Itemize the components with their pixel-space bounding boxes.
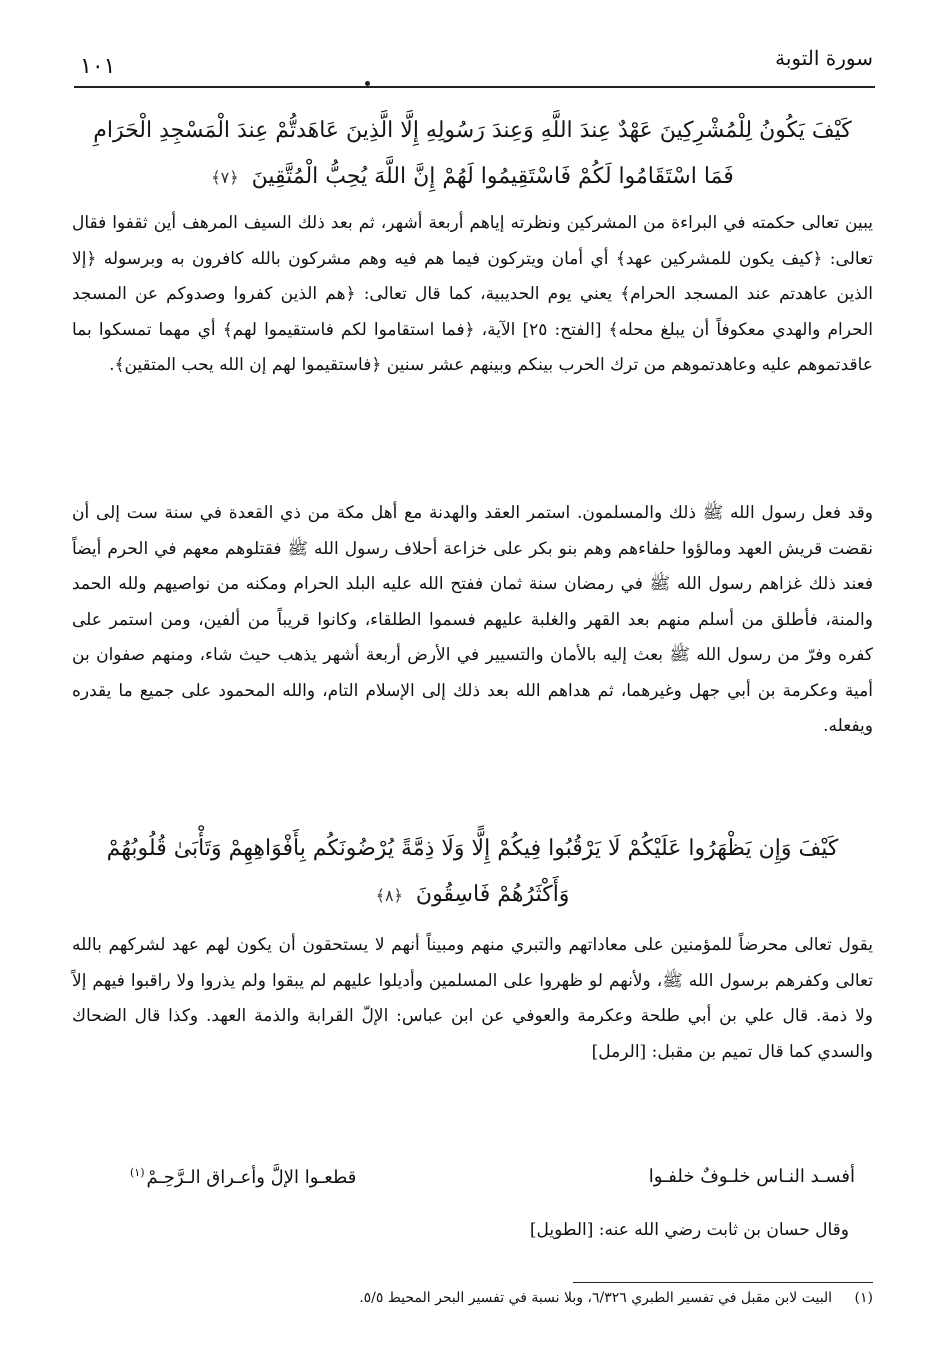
footnote-number: (١) xyxy=(854,1290,873,1306)
commentary-paragraph-2: وقد فعل رسول الله ﷺ ذلك والمسلمون. استمر العقد والهدنة مع أهل مكة من ذي القعدة في سنة ست إلى أن نقضت قريش العهد ومالؤوا حلفاءهم وهم بنو بكر على خزاعة أحلاف رسول الله ﷺ فقتلوهم معهم في الحرم أيضاً فعند ذلك غزاهم رسول الله ﷺ في رمضان سنة ثمان ففتح الله عليه البلد الحرام ومكنه من نواصيهم ولله الحمد والمنة، فأطلق من أسلم منهم بعد القهر والغلبة عليهم فسموا الطلقاء، وكانوا قريباً من ألفين، ومن استمر على كفره وفرّ من رسول الله ﷺ بعث إليه بالأمان والتسيير في الأرض أربعة أشهر يذهب حيث شاء، ومنهم صفوان بن أمية وعكرمة بن أبي جهل وغيرهما، ثم هداهم الله بعد ذلك إلى الإسلام التام، والله المحمود على جميع ما يقدره ويفعله. xyxy=(72,503,873,736)
verse-8-text: كَيْفَ وَإِن يَظْهَرُوا عَلَيْكُمْ لَا يَرْقُبُوا فِيكُمْ إِلًّا وَلَا ذِمَّةً يُرْضُونَكُم بِأَفْوَاهِهِمْ وَتَأْبَىٰ قُلُوبُهُمْ وَأَكْثَرُهُمْ فَاسِقُونَ xyxy=(106,836,839,907)
poetry-couplet xyxy=(130,1166,855,1206)
footnote-reference[interactable]: (١) xyxy=(130,1166,145,1179)
verse-8-number: ﴿ ٨ ﴾ xyxy=(376,873,403,919)
commentary-paragraph-1: يبين تعالى حكمته في البراءة من المشركين ونظرته إياهم أربعة أشهر، ثم بعد ذلك السيف المرهف أين ثقفوا فقال تعالى: ﴿كيف يكون للمشركين عهد﴾ أي أمان ويتركون فيما هم فيه وهم مشركون بالله كافرون به وبرسوله ﴿إلا الذين عاهدتم عند المسجد الحرام﴾ يعني يوم الحديبية، كما قال تعالى: ﴿هم الذين كفروا وصدوكم عن المسجد الحرام والهدي معكوفاً أن يبلغ محله﴾ [الفتح: ٢٥] الآية، ﴿فما استقاموا لكم فاستقيموا لهم﴾ أي مهما تمسكوا بما عاقدتموهم عليه وعاهدتموهم من ترك الحرب بينكم وبينهم عشر سنين ﴿فاستقيموا لهم إن الله يحب المتقين﴾. xyxy=(72,213,873,375)
quran-verse-8 xyxy=(90,826,855,919)
page-number: ١٠١ xyxy=(80,54,116,79)
header-dot-ornament xyxy=(365,81,370,86)
verse-7-number: ﴿ ٧ ﴾ xyxy=(211,155,238,201)
quran-verse-7 xyxy=(90,108,855,201)
header-divider xyxy=(74,86,875,88)
page-header xyxy=(80,40,873,80)
footnote-divider xyxy=(573,1282,873,1283)
commentary-paragraph-3: يقول تعالى محرضاً للمؤمنين على معاداتهم والتبري منهم ومبيناً أنهم لا يستحقون أن يكون لهم عهد لشركهم بالله تعالى وكفرهم برسول الله ﷺ، ولأنهم لو ظهروا على المسلمين وأديلوا عليهم لم يبقوا ولم يذروا ولا راقبوا فيهم إلاً ولا ذمة. قال علي بن أبي طلحة وعكرمة والعوفي عن ابن عباس: الإلّ القرابة والذمة العهد. وكذا قال الضحاك والسدي كما قال تميم بن مقبل: [الرمل] xyxy=(72,935,873,1062)
poem-second-hemistich-wrap xyxy=(130,1166,356,1188)
verse-7-text: كَيْفَ يَكُونُ لِلْمُشْرِكِينَ عَهْدٌ عِندَ اللَّهِ وَعِندَ رَسُولِهِ إِلَّا الَّذِينَ عَاهَدتُّمْ عِندَ الْمَسْجِدِ الْحَرَامِ فَمَا اسْتَقَامُوا لَكُمْ فَاسْتَقِيمُوا لَهُمْ إِنَّ اللَّهَ يُحِبُّ الْمُتَّقِينَ xyxy=(93,118,852,189)
poem-intro-line: وقال حسان بن ثابت رضي الله عنه: [الطويل] xyxy=(529,1220,849,1240)
surah-name: سورة التوبة xyxy=(775,46,873,70)
footnote-text: البيت لابن مقبل في تفسير الطبري ٦/٣٢٦، وبلا نسبة في تفسير البحر المحيط ٥/٥. xyxy=(359,1290,833,1306)
poem-second-hemistich: قطعـوا الإلَّ وأعـراق الـرَّحِـمْ xyxy=(146,1167,357,1188)
footnote xyxy=(150,1290,873,1306)
poem-first-hemistich: أفسـد النـاس خلـوفٌ خلفـوا xyxy=(648,1166,855,1187)
